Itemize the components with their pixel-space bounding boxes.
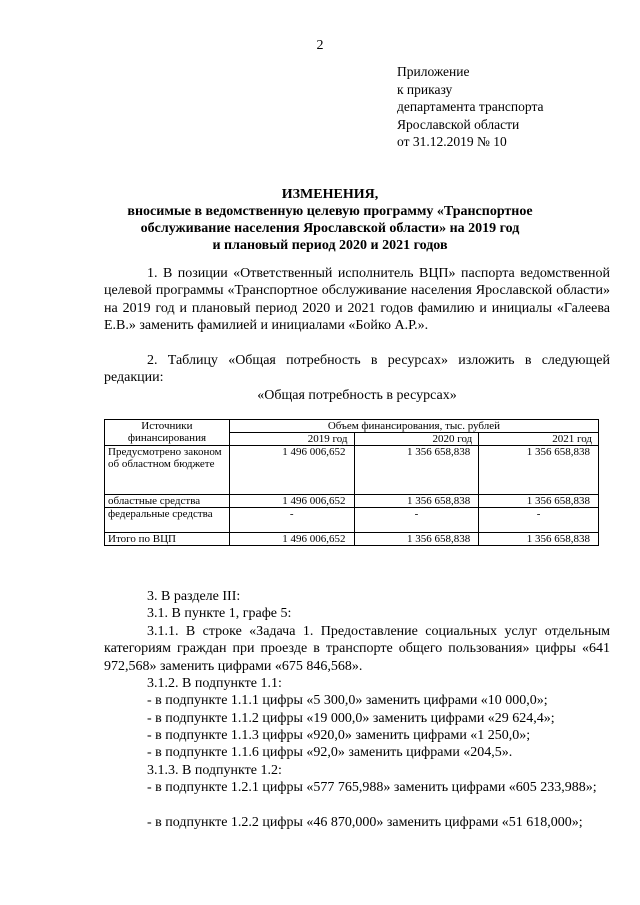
title-line: ИЗМЕНЕНИЯ, [281,187,379,202]
header-year: 2019 год [229,433,354,446]
cell-value: 1 496 006,652 [229,533,354,546]
appendix-line: к приказу [397,81,453,97]
list-item: - в подпункте 1.2.1 цифры «577 765,988» заменить цифрами «605 233,988»; [147,780,597,795]
cell-value: 1 356 658,838 [354,533,479,546]
row-label: областные средства [105,495,230,508]
paragraph-2: 2. Таблицу «Общая потребность в ресурсах» изложить в следующей редакции: [104,353,610,386]
row-label: Предусмотрено законом об областном бюджете [105,446,230,495]
cell-value: - [229,508,354,533]
title-line: вносимые в ведомственную целевую программу «Транспортное [127,204,533,219]
page-number: 2 [316,38,324,53]
list-item: - в подпункте 1.1.3 цифры «920,0» заменить цифрами «1 250,0»; [147,728,531,743]
section-3: 3. В разделе III: [147,589,241,604]
header-year: 2021 год [479,433,599,446]
cell-value: 1 356 658,838 [479,495,599,508]
cell-value: 1 356 658,838 [479,533,599,546]
row-label: федеральные средства [105,508,230,533]
list-item: - в подпункте 1.1.6 цифры «92,0» заменить цифрами «204,5». [147,745,513,760]
paragraph-1: 1. В позиции «Ответственный исполнитель ВЦП» паспорта ведомственной целевой программы «Транспортное обслуживание населения Ярославской области» на 2019 год и плановый период 2020 и 2021 годов фамилию и инициалы «Галеева Е.В.» заменить фамилией и инициалами «Бойко А.Р.». [104,266,610,333]
section-3-1-3: 3.1.3. В подпункте 1.2: [147,763,282,778]
title-line: и плановый период 2020 и 2021 годов [212,238,448,253]
list-item: - в подпункте 1.1.2 цифры «19 000,0» заменить цифрами «29 624,4»; [147,711,555,726]
title-line: обслуживание населения Ярославской области» на 2019 год [140,221,520,236]
header-funding: Объем финансирования, тыс. рублей [229,420,598,433]
list-item: - в подпункте 1.2.2 цифры «46 870,000» заменить цифрами «51 618,000»; [147,815,583,830]
section-3-1-1: 3.1.1. В строке «Задача 1. Предоставление социальных услуг отдельным категориям граждан при проезде в транспорте общего пользования» цифры «641 972,568» заменить цифрами «675 846,568». [104,624,610,674]
section-3-1: 3.1. В пункте 1, графе 5: [147,606,292,621]
appendix-block [397,63,544,151]
table-row [105,508,599,533]
cell-value: 1 496 006,652 [229,495,354,508]
header-year: 2020 год [354,433,479,446]
list-item: - в подпункте 1.1.1 цифры «5 300,0» заменить цифрами «10 000,0»; [147,693,548,708]
appendix-line: Приложение [397,64,470,79]
cell-value: 1 356 658,838 [354,446,479,495]
cell-value: 1 496 006,652 [229,446,354,495]
table-caption: «Общая потребность в ресурсах» [257,388,457,403]
header-sources: Источники финансирования [105,420,230,446]
cell-value: 1 356 658,838 [479,446,599,495]
section-3-1-2: 3.1.2. В подпункте 1.1: [147,676,282,691]
row-label: Итого по ВЦП [105,533,230,546]
table-row [105,533,599,546]
document-title [100,186,560,254]
cell-value: - [479,508,599,533]
cell-value: - [354,508,479,533]
table-row [105,495,599,508]
appendix-line: от 31.12.2019 № 10 [397,134,507,149]
resources-table [104,419,599,546]
appendix-line: департамента транспорта [397,99,544,114]
appendix-line: Ярославской области [397,116,520,132]
cell-value: 1 356 658,838 [354,495,479,508]
table-row [105,446,599,495]
